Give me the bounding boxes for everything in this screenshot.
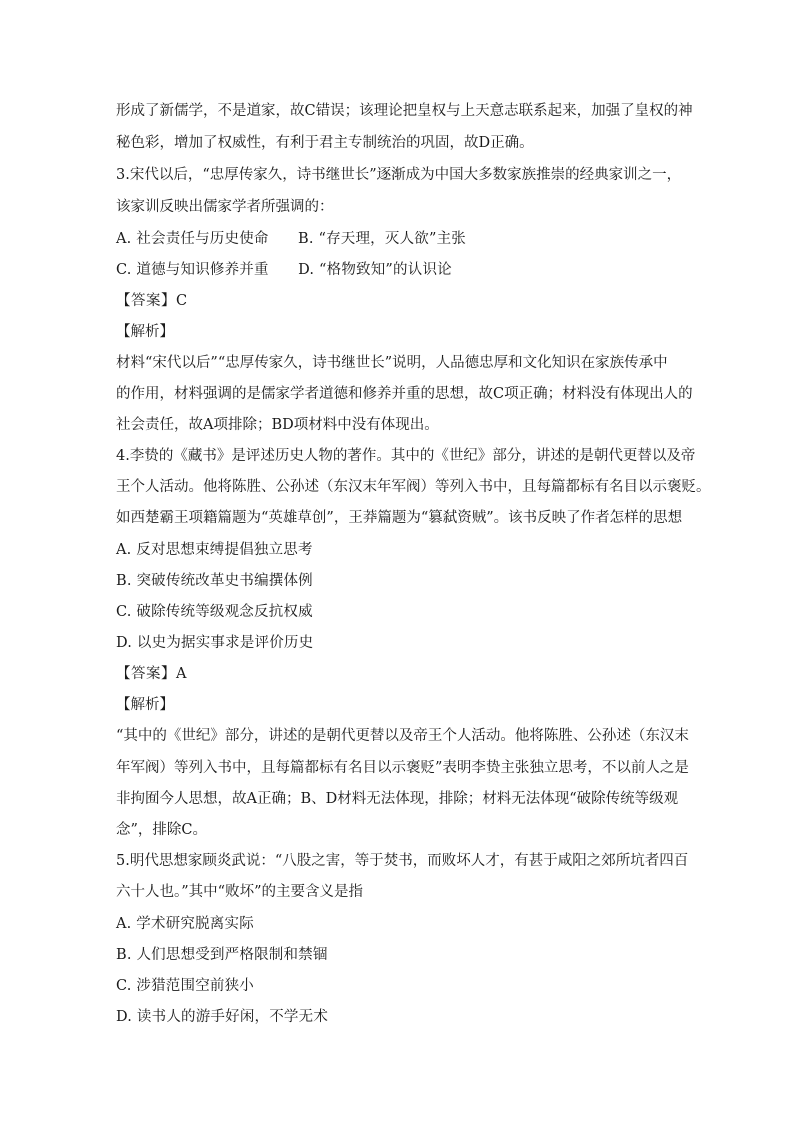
- analysis-line: 念”，排除C。: [116, 822, 208, 838]
- analysis-line: 材料“宋代以后”“忠厚传家久，诗书继世长”说明，人品德忠厚和文化知识在家族传承中: [116, 355, 668, 371]
- analysis-line: 社会责任，故A项排除；BD项材料中没有体现出。: [116, 417, 439, 433]
- question-5-option-d: D. 读书人的游手好闲，不学无术: [116, 1009, 329, 1025]
- question-5-option-c: C. 涉猎范围空前狭小: [116, 978, 254, 994]
- question-4-option-b: B. 突破传统改革史书编撰体例: [116, 573, 313, 589]
- analysis-line: 的作用，材料强调的是儒家学者道德和修养并重的思想，故C项正确；材料没有体现出人的: [116, 386, 693, 402]
- question-3-analysis-label: 【解析】: [116, 324, 174, 340]
- question-4-option-a: A. 反对思想束缚提倡独立思考: [116, 542, 313, 558]
- analysis-line: 非拘囿今人思想，故A正确；B、D材料无法体现，排除；材料无法体现“破除传统等级观: [116, 791, 679, 807]
- question-3-options-row: C. 道德与知识修养并重 D. “格物致知”的认识论: [116, 262, 452, 278]
- question-5-stem: 5.明代思想家顾炎武说：“八股之害，等于焚书，而败坏人才，有甚于咸阳之郊所坑者四百: [116, 853, 689, 869]
- question-5-stem: 六十人也。”其中“败坏”的主要含义是指: [116, 884, 363, 900]
- question-3-options-row: A. 社会责任与历史使命 B. “存天理，灭人欲”主张: [116, 231, 466, 247]
- question-4-stem: 如西楚霸王项籍篇题为“英雄草创”，王莽篇题为“篡弑资贼”。该书反映了作者怎样的思想: [116, 510, 683, 526]
- question-4-option-d: D. 以史为据实事求是评价历史: [116, 635, 314, 651]
- question-4-option-c: C. 破除传统等级观念反抗权威: [116, 604, 313, 620]
- paragraph-line: 形成了新儒学，不是道家，故C错误；该理论把皇权与上天意志联系起来，加强了皇权的神: [116, 103, 693, 119]
- answer-value: A: [176, 666, 187, 682]
- paragraph-line: 秘色彩，增加了权威性，有利于君主专制统治的巩固，故D正确。: [116, 135, 534, 151]
- question-5-option-a: A. 学术研究脱离实际: [116, 916, 254, 932]
- question-3-stem: 该家训反映出儒家学者所强调的：: [116, 199, 334, 215]
- answer-label: 【答案】: [116, 293, 176, 309]
- answer-value: C: [176, 293, 188, 309]
- question-4-answer: [116, 664, 691, 684]
- analysis-line: 年军阀）等列入书中，且每篇都标有名目以示褒贬”表明李贽主张独立思考，不以前人之是: [116, 760, 689, 776]
- question-3-stem: 3.宋代以后，“忠厚传家久，诗书继世长”逐渐成为中国大多数家族推崇的经典家训之一，: [116, 167, 682, 183]
- question-4-analysis-label: 【解析】: [116, 697, 174, 713]
- question-3-answer: [116, 291, 691, 311]
- answer-label: 【答案】: [116, 666, 176, 682]
- question-4-stem: 4.李贽的《藏书》是评述历史人物的著作。其中的《世纪》部分，讲述的是朝代更替以及帝: [116, 448, 696, 464]
- question-5-option-b: B. 人们思想受到严格限制和禁锢: [116, 947, 328, 963]
- analysis-line: “其中的《世纪》部分，讲述的是朝代更替以及帝王个人活动。他将陈胜、公孙述（东汉末: [116, 728, 689, 744]
- question-4-stem: 王个人活动。他将陈胜、公孙述（东汉末年军阀）等列入书中，且每篇都标有名目以示褒贬。: [116, 479, 711, 495]
